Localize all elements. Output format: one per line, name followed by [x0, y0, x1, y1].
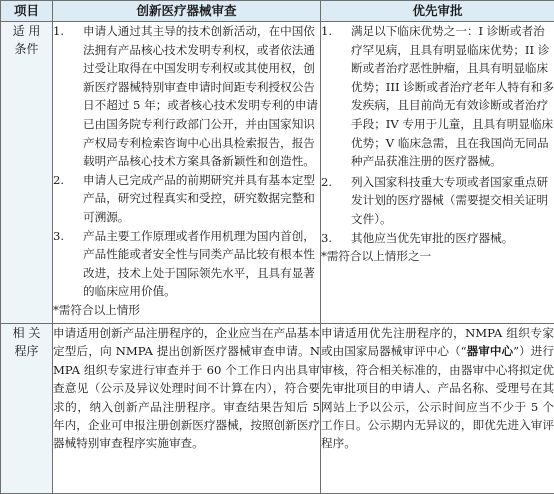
item-text: 列入国家科技重大专项或者国家重点研发计划的医疗器械（需要提交相关证明文件）。 [351, 174, 549, 226]
procedure-label-line2: 程序 [14, 344, 39, 358]
item-number: 2. [53, 172, 65, 187]
innovative-conditions-list [53, 22, 320, 301]
item-number: 1. [321, 24, 333, 38]
item-number: 2. [321, 174, 333, 189]
device-review-center-term: 器审中心 [466, 344, 514, 359]
innovative-conditions-cell [53, 22, 321, 324]
innovative-conditions-note: *需符合以上情形 [53, 302, 140, 317]
priority-procedure-cell [321, 324, 554, 494]
item-number: 3. [53, 228, 65, 243]
priority-condition-item [321, 22, 554, 171]
procedure-row-label [1, 324, 53, 494]
conditions-label-line2: 条件 [14, 42, 39, 56]
priority-condition-item [321, 229, 554, 248]
item-number: 1. [53, 24, 65, 38]
innovative-condition-item [53, 22, 320, 171]
priority-condition-item [321, 173, 554, 229]
item-text: 申请人通过其主导的技术创新活动，在中国依法拥有产品核心技术发明专利权，或者依法通过受让取得在中国发明专利权或其使用权，创新医疗器械特别审查申请时间距专利授权公告日不超过 5 年；或者核心技术发明专利的申请已由国务院专利行政部门公开，并由国家知识产权局专利检索咨询中心出具检索报告，报告载明产品核心技术方案具备新颖性和创造性。 [83, 24, 319, 169]
item-text: 满足以下临床优势之一：I 诊断或者治疗罕见病，且具有明显临床优势；II 诊断或者治疗恶性肿瘤，且具有明显临床优势；III 诊断或者治疗老年人特有和多发疾病，且目前尚无有效诊断或者治疗手段；IV 专用于儿童，且具有明显临床优势；V 临床急需，且在我国尚无同品种产品获准注册的医疗器械。 [351, 24, 554, 169]
innovative-procedure-cell [53, 324, 321, 494]
procedure-row [1, 324, 554, 494]
item-text: 其他应当优先审批的医疗器械。 [351, 230, 514, 245]
procedure-label-line1: 相 关 [12, 326, 41, 340]
innovative-condition-item [53, 227, 320, 301]
conditions-row-label [1, 22, 53, 324]
priority-procedure-text-1: 申请适用优先注册程序的，NMPA 组织专家或由国家局器械审评中心（“ [321, 326, 554, 359]
conditions-row [1, 22, 554, 324]
header-innovative-review: 创新医疗器械审查 [53, 1, 321, 22]
header-item: 项目 [1, 1, 53, 22]
header-row [1, 1, 554, 22]
priority-procedure-text-2: ”）进行审核，符合相关标准的，由器审中心将拟定优先审批项目的申请人、产品名称、受理号在其网站上予以公示，公示时间应当不少于 5 个工作日。公示期内无异议的，即优先进入审评程序。 [321, 344, 554, 451]
priority-conditions-list [321, 22, 554, 247]
innovative-procedure-text: 申请适用创新产品注册程序的，企业应当在产品基本定型后，向 NMPA 提出创新医疗器械审查申请。NMPA 组织专家进行审查并于 60 个工作日内出具审查意见（公示及异议处理时间不计算在内），符合要求的，纳入创新产品注册程序。审查结果告知后 5 年内，企业可申报注册创新医疗器械，按照创新医疗器械特别审查程序实施审查。 [53, 326, 320, 451]
item-number: 3. [321, 230, 333, 245]
priority-conditions-cell [321, 22, 554, 324]
innovative-condition-item [53, 171, 320, 227]
conditions-label-line1: 适 用 [12, 24, 41, 38]
item-text: 产品主要工作原理或者作用机理为国内首创，产品性能或者安全性与同类产品比较有根本性改进，技术上处于国际领先水平，且具有显著的临床应用价值。 [83, 228, 315, 299]
item-text: 申请人已完成产品的前期研究并具有基本定型产品，研究过程真实和受控，研究数据完整和可溯源。 [83, 172, 315, 224]
header-priority-approval: 优先审批 [321, 1, 554, 22]
priority-conditions-note: *需符合以上情形之一 [321, 249, 432, 264]
